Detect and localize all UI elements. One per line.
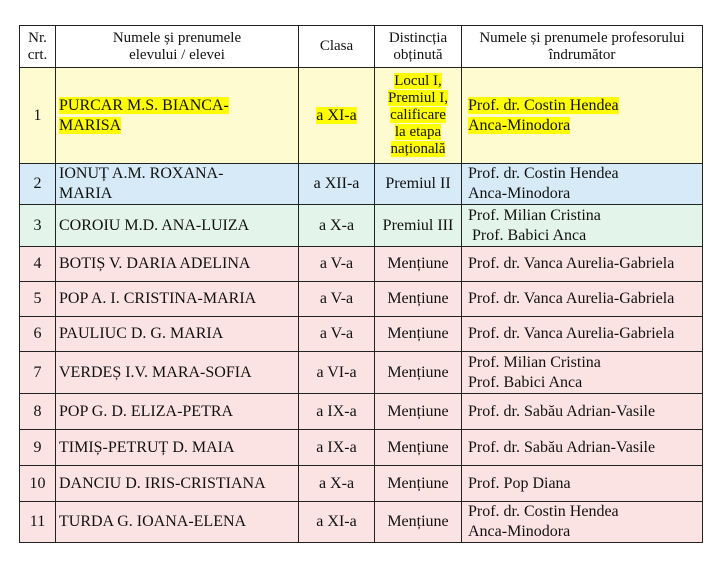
table-row <box>20 394 703 430</box>
teacher-name <box>462 68 703 164</box>
student-name: PAULIUC D. G. MARIA <box>56 317 299 352</box>
teacher-name-line-1: Prof. dr. Costin Hendea <box>468 503 619 520</box>
teacher-name-line-1: Prof. Milian Cristina <box>468 353 601 371</box>
distinction-line-1: Locul I, <box>394 73 442 89</box>
distinction: Mențiune <box>375 282 462 317</box>
student-name: TURDA G. IOANA-ELENA <box>56 502 299 543</box>
distinction: Mențiune <box>375 247 462 282</box>
teacher-name <box>462 205 703 247</box>
header-profesor <box>462 26 703 68</box>
distinction: Mențiune <box>375 394 462 430</box>
student-class: a V-a <box>299 282 375 317</box>
student-name: COROIU M.D. ANA-LUIZA <box>56 205 299 247</box>
student-name: VERDEȘ I.V. MARA-SOFIA <box>56 352 299 394</box>
distinction-line-3: calificare <box>390 107 446 123</box>
header-profesor-line-2: îndrumător <box>548 46 616 63</box>
teacher-name-line-2: Anca-Minodora <box>468 116 571 134</box>
student-name: BOTIȘ V. DARIA ADELINA <box>56 247 299 282</box>
header-clasa-label: Clasa <box>319 38 354 54</box>
row-nr: 10 <box>20 466 56 502</box>
teacher-name <box>462 502 703 543</box>
table-row <box>20 205 703 247</box>
row-nr: 3 <box>20 205 56 247</box>
table-row <box>20 282 703 317</box>
teacher-name: Prof. dr. Vanca Aurelia-Gabriela <box>462 282 703 317</box>
header-nr <box>20 26 56 68</box>
teacher-name-line-1: Prof. Milian Cristina <box>468 206 601 224</box>
teacher-name: Prof. dr. Vanca Aurelia-Gabriela <box>462 247 703 282</box>
distinction: Mențiune <box>375 502 462 543</box>
distinction <box>375 68 462 164</box>
table-row <box>20 68 703 164</box>
table-row <box>20 164 703 205</box>
student-name: TIMIȘ-PETRUȚ D. MAIA <box>56 430 299 466</box>
student-name-line-1: IONUȚ A.M. ROXANA- <box>59 165 224 182</box>
table-row <box>20 502 703 543</box>
distinction-line-5: națională <box>390 141 446 157</box>
table-row <box>20 317 703 352</box>
student-class <box>299 68 375 164</box>
distinction: Premiul III <box>375 205 462 247</box>
student-class: a V-a <box>299 317 375 352</box>
teacher-name-line-1: Prof. dr. Costin Hendea <box>468 165 619 182</box>
student-name: POP G. D. ELIZA-PETRA <box>56 394 299 430</box>
distinction: Mențiune <box>375 352 462 394</box>
student-name: DANCIU D. IRIS-CRISTIANA <box>56 466 299 502</box>
teacher-name-line-2: Prof. Babici Anca <box>468 226 587 244</box>
distinction: Premiul II <box>375 164 462 205</box>
teacher-name <box>462 164 703 205</box>
student-class: a XII-a <box>299 164 375 205</box>
student-name <box>56 164 299 205</box>
header-nr-line-2: crt. <box>27 46 48 63</box>
student-name: POP A. I. CRISTINA-MARIA <box>56 282 299 317</box>
student-class: a V-a <box>299 247 375 282</box>
table-row <box>20 352 703 394</box>
teacher-name-line-2: Anca-Minodora <box>468 185 571 202</box>
header-distinctia-line-1: Distincția <box>388 29 448 46</box>
row-nr: 7 <box>20 352 56 394</box>
header-profesor-line-1: Numele și prenumele profesorului <box>479 29 685 46</box>
teacher-name: Prof. dr. Vanca Aurelia-Gabriela <box>462 317 703 352</box>
student-class-value: a XI-a <box>316 106 357 124</box>
header-nr-line-1: Nr. <box>28 29 47 46</box>
student-name <box>56 68 299 164</box>
teacher-name: Prof. Pop Diana <box>462 466 703 502</box>
teacher-name <box>462 352 703 394</box>
teacher-name-line-2: Prof. Babici Anca <box>468 373 583 391</box>
distinction: Mențiune <box>375 466 462 502</box>
header-name <box>56 26 299 68</box>
student-class: a X-a <box>299 466 375 502</box>
row-nr: 9 <box>20 430 56 466</box>
row-nr: 5 <box>20 282 56 317</box>
student-class: a IX-a <box>299 430 375 466</box>
distinction-line-2: Premiul I, <box>388 90 448 106</box>
row-nr: 4 <box>20 247 56 282</box>
student-class: a X-a <box>299 205 375 247</box>
table-row <box>20 247 703 282</box>
student-class: a XI-a <box>299 502 375 543</box>
student-class: a IX-a <box>299 394 375 430</box>
header-distinctia-line-2: obținută <box>393 46 443 63</box>
header-distinctia <box>375 26 462 68</box>
table-row <box>20 430 703 466</box>
teacher-name: Prof. dr. Sabău Adrian-Vasile <box>462 394 703 430</box>
row-nr: 1 <box>20 68 56 164</box>
row-nr: 8 <box>20 394 56 430</box>
header-name-line-2: elevului / elevei <box>129 46 225 63</box>
header-row <box>20 26 703 68</box>
results-table <box>19 25 703 543</box>
teacher-name-line-1: Prof. dr. Costin Hendea <box>468 96 619 114</box>
student-class: a VI-a <box>299 352 375 394</box>
header-name-line-1: Numele și prenumele <box>112 29 242 46</box>
student-name-line-2: MARISA <box>59 116 122 134</box>
student-name-line-1: PURCAR M.S. BIANCA- <box>59 96 229 114</box>
distinction-line-4: la etapa <box>394 124 442 140</box>
distinction: Mențiune <box>375 430 462 466</box>
row-nr: 11 <box>20 502 56 543</box>
row-nr: 6 <box>20 317 56 352</box>
row-nr: 2 <box>20 164 56 205</box>
header-clasa <box>299 26 375 68</box>
table-row <box>20 466 703 502</box>
student-name-line-2: MARIA <box>59 185 113 202</box>
teacher-name-line-2: Anca-Minodora <box>468 523 571 540</box>
teacher-name: Prof. dr. Sabău Adrian-Vasile <box>462 430 703 466</box>
distinction: Mențiune <box>375 317 462 352</box>
